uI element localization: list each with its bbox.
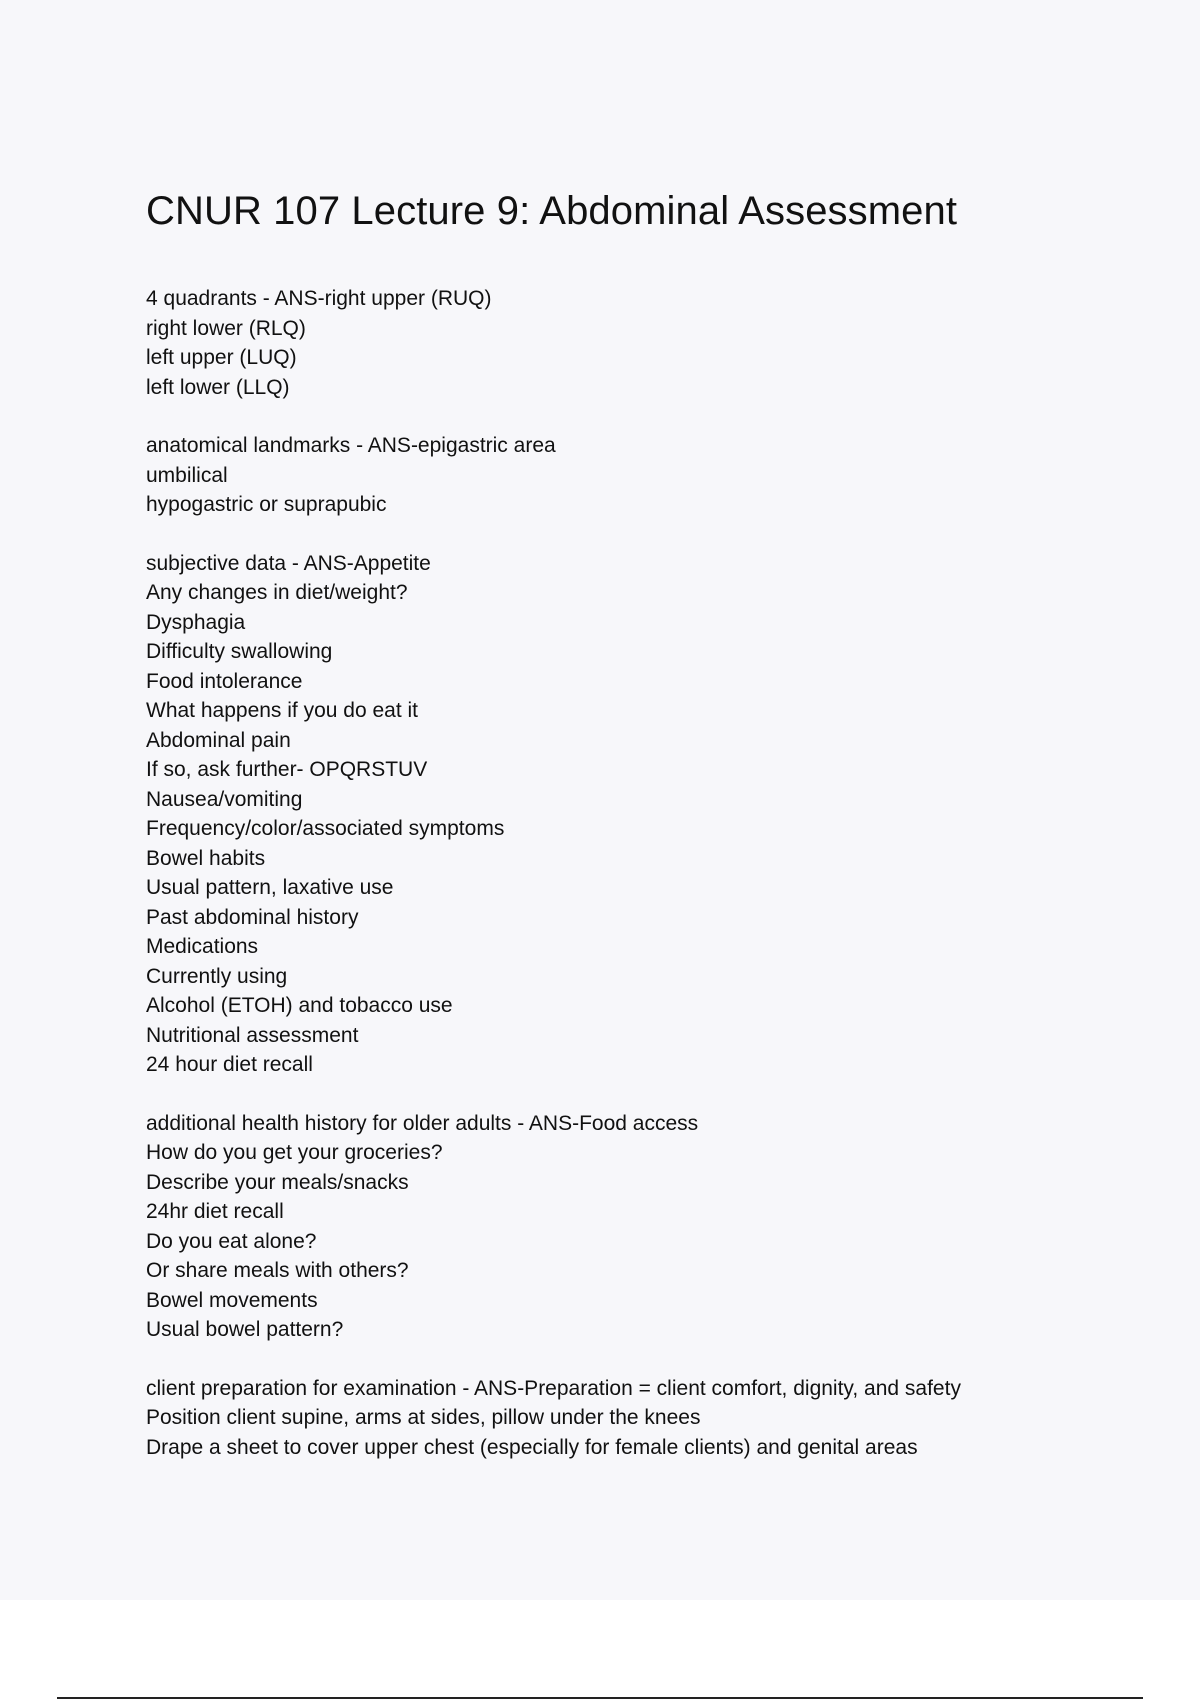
note-section	[146, 549, 1146, 1080]
section-line: umbilical	[146, 463, 228, 487]
section-line: Dysphagia	[146, 610, 246, 634]
section-line: Or share meals with others?	[146, 1259, 409, 1282]
section-line: left lower (LLQ)	[146, 375, 290, 399]
page-title: CNUR 107 Lecture 9: Abdominal Assessment	[146, 189, 958, 233]
section-line: hypogastric or suprapubic	[146, 493, 387, 516]
note-section	[146, 1374, 1146, 1463]
section-heading-line: 4 quadrants - ANS-right upper (RUQ)	[146, 287, 492, 310]
section-line: Bowel habits	[146, 846, 266, 870]
section-line: Drape a sheet to cover upper chest (especially for female clients) and genital areas	[146, 1435, 918, 1459]
section-line: Past abdominal history	[146, 905, 359, 929]
section-line: Food intolerance	[146, 669, 303, 693]
document-content	[146, 184, 1146, 1491]
section-line: Bowel movements	[146, 1288, 318, 1312]
section-line: Describe your meals/snacks	[146, 1170, 409, 1194]
section-line: Usual pattern, laxative use	[146, 876, 394, 899]
document-sections	[146, 284, 1146, 1462]
section-line: Position client supine, arms at sides, pillow under the knees	[146, 1406, 701, 1429]
section-line: Do you eat alone?	[146, 1229, 317, 1253]
section-heading-line: client preparation for examination - ANS-Preparation = client comfort, dignity, and safety	[146, 1376, 961, 1400]
section-line: 24hr diet recall	[146, 1200, 284, 1223]
section-line: Frequency/color/associated symptoms	[146, 817, 505, 840]
note-section	[146, 1109, 1146, 1345]
section-line: Difficulty swallowing	[146, 640, 333, 663]
section-line: Usual bowel pattern?	[146, 1318, 344, 1341]
section-heading-line: subjective data - ANS-Appetite	[146, 551, 431, 575]
section-line: Alcohol (ETOH) and tobacco use	[146, 994, 453, 1017]
section-heading-line: anatomical landmarks - ANS-epigastric area	[146, 434, 556, 457]
section-line: How do you get your groceries?	[146, 1141, 443, 1164]
section-line: What happens if you do eat it	[146, 699, 419, 722]
section-line: Any changes in diet/weight?	[146, 581, 408, 604]
footer-divider	[57, 1697, 1143, 1699]
section-heading-line: additional health history for older adults - ANS-Food access	[146, 1111, 699, 1135]
section-line: left upper (LUQ)	[146, 346, 297, 369]
section-line: Abdominal pain	[146, 728, 291, 752]
section-line: If so, ask further- OPQRSTUV	[146, 758, 428, 781]
section-line: Nutritional assessment	[146, 1023, 359, 1047]
section-line: 24 hour diet recall	[146, 1053, 313, 1076]
note-section	[146, 284, 1146, 402]
note-section	[146, 431, 1146, 520]
section-line: Nausea/vomiting	[146, 787, 303, 811]
section-line: right lower (RLQ)	[146, 316, 306, 340]
section-line: Currently using	[146, 964, 288, 988]
section-line: Medications	[146, 935, 259, 958]
